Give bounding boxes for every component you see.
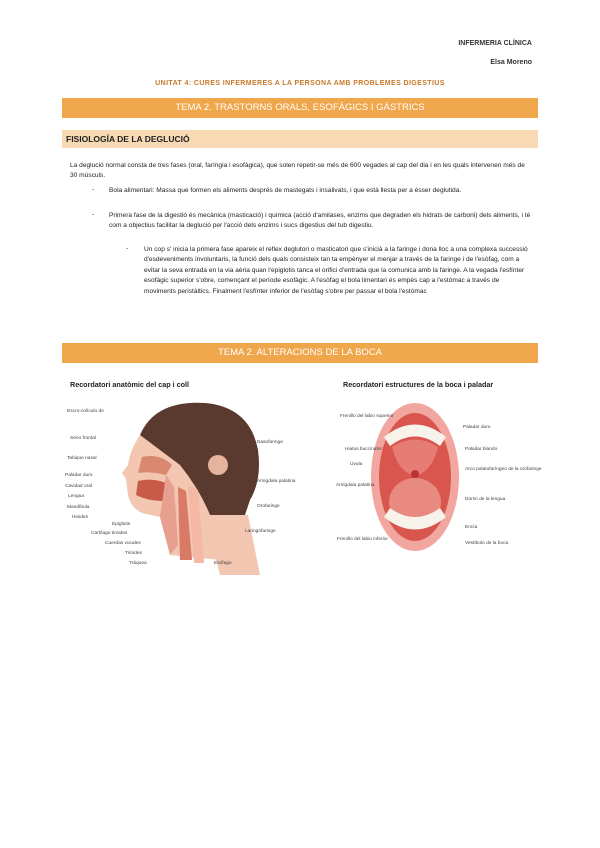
head-label: Orofaringe bbox=[257, 504, 280, 509]
head-label: Tráquea bbox=[129, 561, 147, 566]
head-label: Tabique nasal bbox=[67, 456, 97, 461]
bullet-dash: - bbox=[92, 186, 95, 193]
mouth-label: Arco palatofaríngeo de la orofaringe bbox=[465, 467, 542, 472]
head-label: Lengua bbox=[68, 494, 85, 499]
unit-title: UNITAT 4: CURES INFERMERES A LA PERSONA AMB PROBLEMES DIGESTIUS bbox=[155, 80, 445, 87]
head-label: Mandíbula bbox=[67, 505, 90, 510]
mouth-label: Hiatus buccinator bbox=[345, 447, 383, 452]
mouth-label: Paladar duro bbox=[463, 425, 491, 430]
head-label: Epiglotis bbox=[112, 522, 131, 527]
bullet-item: Primera fase de la digestió és mecànica (masticació) i química (acció d'amilases, enzims que degraden els hidrats de carboni) dels aliments, i té com a objectius facilitar la deglució per l'acció dels enzims i sucs digestius del tub digestiu. bbox=[109, 212, 531, 230]
mouth-label: Amígdala palatina bbox=[336, 483, 375, 488]
head-label: Esófago bbox=[214, 561, 232, 566]
head-label: Nasofaringe bbox=[257, 440, 283, 445]
bullet-item: Bola alimentari: Massa que formen els aliments després de mastegats i insalivats, i que està llesta per a ésser deglutida. bbox=[109, 187, 462, 194]
section-title: FISIOLOGÍA DE LA DEGLUCIÓ bbox=[62, 130, 538, 148]
subbullet-dash: - bbox=[126, 245, 129, 252]
mouth-label: Paladar blando bbox=[465, 447, 498, 452]
mouth-illustration bbox=[370, 402, 460, 552]
intro-paragraph: La deglució normal consta de tres fases (oral, faríngia i esofàgica), que solen repetir-se més de 600 vegades al cap del dia i en les quals intervenen més de 30 músculs. bbox=[70, 162, 525, 180]
head-label: Escro-colículo de bbox=[67, 409, 104, 414]
mouth-label: Frenillo del labio inferior bbox=[337, 537, 388, 542]
mouth-label: Encía bbox=[465, 525, 478, 530]
subject-header: INFERMERIA CLÍNICA bbox=[458, 40, 532, 47]
head-neck-illustration bbox=[100, 395, 280, 575]
head-label: Paladar duro bbox=[65, 473, 93, 478]
mouth-label: Úvula bbox=[350, 462, 363, 467]
right-caption: Recordatori estructures de la boca i paladar bbox=[343, 380, 494, 389]
mouth-label: Vestíbulo de la boca bbox=[465, 541, 509, 546]
head-label: Hioides bbox=[72, 515, 88, 520]
subbullet-item: Un cop s' inicia la primera fase apareix el reflex deglutori o masticatori que s'inicià a la faringe i dona lloc a una complexa successió d'esdeveniments involuntaris, la funció dels quals consisteix tan ta empènyer el menjar a través de la faringe i de l'esòfag, com a evitar la seva entrada en la via aèria quan l'epiglotis tanca el orifici d'entrada que la comunica amb la faringe. A la vegada l'esfínter esofàgic superior s'obre, començant el període esofàgic. A l'esòfag el bola limentari és empès cap a l'estómac a través de moviments peristàltics. Finalment l'esfínter inferior de l'esòfag s'obre per passar el bola l'estómac bbox=[144, 246, 528, 295]
head-label: Tiroides bbox=[125, 551, 142, 556]
head-label: Cavidad oral bbox=[65, 484, 92, 489]
head-label: Laringofaringe bbox=[245, 529, 276, 534]
tema1-title: TEMA 2. TRASTORNS ORALS, ESOFÀGICS I GÀSTRICS bbox=[62, 98, 538, 118]
bullet-dash: - bbox=[92, 211, 95, 218]
head-label: Cartílago tiroides bbox=[91, 531, 128, 536]
head-label: Cuerdas vocales bbox=[105, 541, 141, 546]
left-caption: Recordatori anatòmic del cap i coll bbox=[70, 380, 190, 389]
head-label: Seno frontal bbox=[70, 436, 96, 441]
tema2-title: TEMA 2. ALTERACIONS DE LA BOCA bbox=[62, 343, 538, 363]
mouth-label: Frenillo del labio superior bbox=[340, 414, 394, 419]
author-header: Elsa Moreno bbox=[490, 59, 532, 66]
head-label: Amígdala palatina bbox=[257, 479, 296, 484]
mouth-label: Dorso de la lengua bbox=[465, 497, 506, 502]
